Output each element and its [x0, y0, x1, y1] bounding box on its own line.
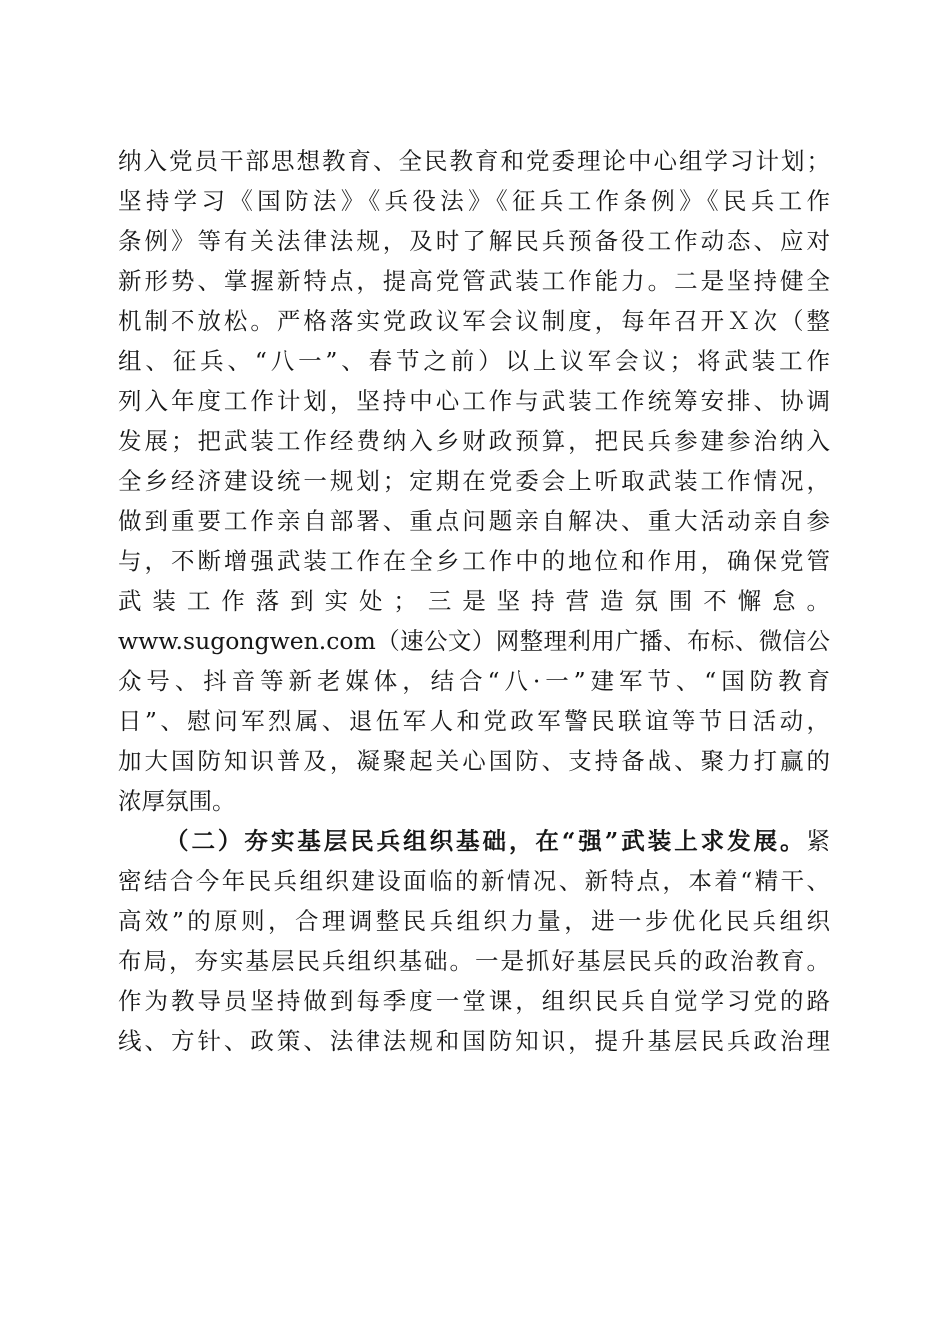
text-line: 发展；把武装工作经费纳入乡财政预算，把民兵参建参治纳入 [118, 427, 830, 455]
text-line: 武装工作落到实处；三是坚持营造氛围不懈怠。 [118, 587, 830, 615]
text-line: 与，不断增强武装工作在全乡工作中的地位和作用，确保党管 [118, 547, 830, 575]
text-line: 全乡经济建设统一规划；定期在党委会上听取武装工作情况， [118, 467, 830, 495]
body-text [118, 141, 830, 1061]
section-heading-tail: 紧 [806, 827, 830, 855]
text-line: 布局，夯实基层民兵组织基础。一是抓好基层民兵的政治教育。 [118, 947, 830, 975]
section-heading-line [118, 821, 830, 861]
text-line: 纳入党员干部思想教育、全民教育和党委理论中心组学习计划； [118, 147, 830, 175]
section-heading: （二）夯实基层民兵组织基础，在“强”武装上求发展。 [165, 827, 807, 855]
text-line: 密结合今年民兵组织建设面临的新情况、新特点，本着“精干、 [118, 867, 830, 895]
text-line: www.sugongwen.com（速公文）网整理利用广播、布标、微信公 [118, 627, 830, 655]
text-line: 做到重要工作亲自部署、重点问题亲自解决、重大活动亲自参 [118, 507, 830, 535]
text-line: 众号、抖音等新老媒体，结合“八·一”建军节、“国防教育 [118, 667, 830, 695]
text-line: 加大国防知识普及，凝聚起关心国防、支持备战、聚力打赢的 [118, 747, 830, 775]
text-line: 坚持学习《国防法》《兵役法》《征兵工作条例》《民兵工作 [118, 187, 830, 215]
text-line: 新形势、掌握新特点，提高党管武装工作能力。二是坚持健全 [118, 267, 830, 295]
text-line: 条例》等有关法律法规，及时了解民兵预备役工作动态、应对 [118, 227, 830, 255]
text-line: 机制不放松。严格落实党政议军会议制度，每年召开Ｘ次（整 [118, 307, 830, 335]
paragraph-end-line: 浓厚氛围。 [118, 787, 236, 815]
text-line: 线、方针、政策、法律法规和国防知识，提升基层民兵政治理 [118, 1027, 830, 1055]
text-line: 高效”的原则，合理调整民兵组织力量，进一步优化民兵组织 [118, 907, 830, 935]
text-line: 日”、慰问军烈属、退伍军人和党政军警民联谊等节日活动， [118, 707, 830, 735]
text-line: 作为教导员坚持做到每季度一堂课，组织民兵自觉学习党的路 [118, 987, 830, 1015]
text-line: 列入年度工作计划，坚持中心工作与武装工作统筹安排、协调 [118, 387, 830, 415]
text-line: 组、征兵、“八一”、春节之前）以上议军会议；将武装工作 [118, 347, 830, 375]
